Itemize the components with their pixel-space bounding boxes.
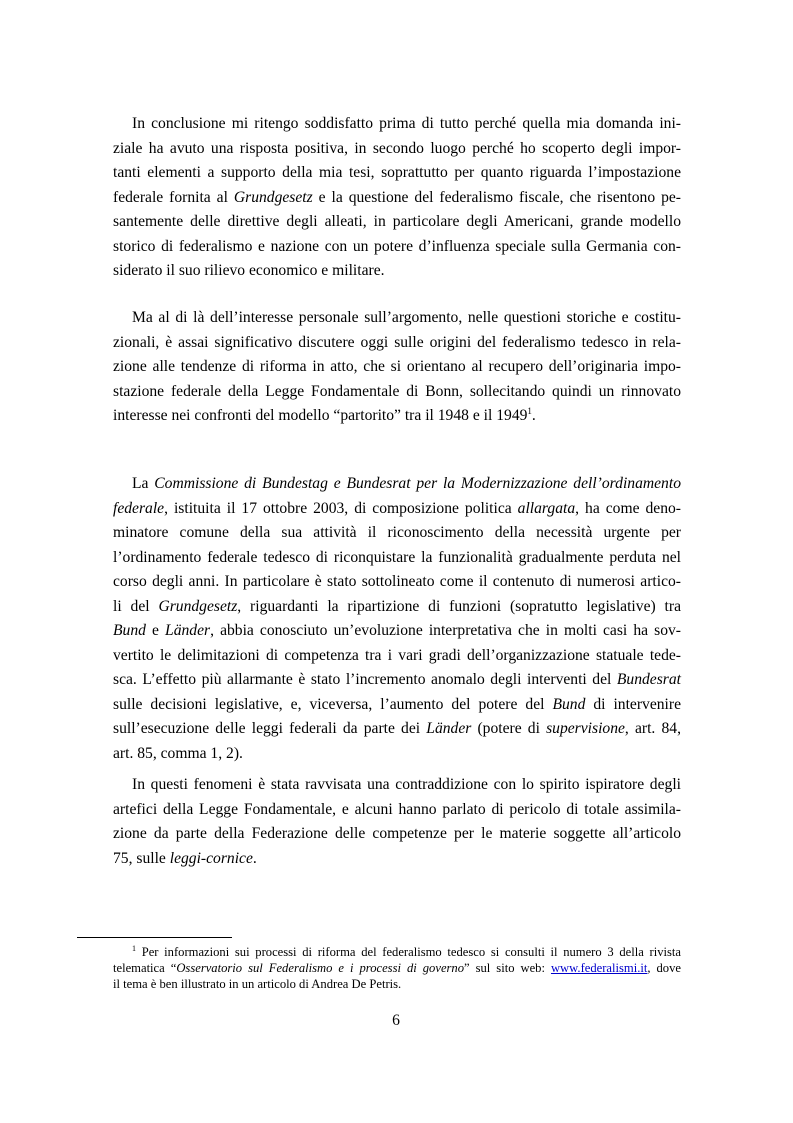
text-line	[113, 188, 681, 208]
text-run: (potere di	[471, 720, 547, 737]
text-line	[132, 308, 681, 328]
text-line	[113, 499, 681, 519]
text-line	[113, 261, 681, 281]
text-line	[113, 139, 681, 159]
italic-run: Länder	[426, 720, 472, 737]
text-line	[113, 333, 681, 353]
text-line	[113, 163, 681, 183]
text-run: vertito le delimitazioni di competenza tra i vari gradi dell’organizzazione statuale tede-	[113, 646, 681, 664]
text-line	[113, 670, 681, 690]
text-line	[132, 775, 681, 795]
text-run: zionali, è assai significativo discutere oggi sulle origini del federalismo tedesco in rela-	[113, 333, 681, 351]
italic-run: Bund	[552, 695, 586, 713]
text-run: , istituita il 17 ottobre 2003, di composizione politica	[164, 499, 518, 517]
text-run: sulle decisioni legislative, e, viceversa, l’aumento del potere del	[113, 695, 553, 713]
text-run: minatore comune della sua attività il riconoscimento della necessità urgente per	[113, 524, 681, 541]
website-link[interactable]: www.federalismi.it	[550, 961, 648, 975]
text-line	[113, 744, 681, 764]
italic-run: federale	[113, 499, 165, 517]
text-line	[113, 646, 681, 666]
italic-run: allargata	[517, 499, 576, 517]
text-run: , riguardanti la ripartizione di funzioni (sopratutto legislative) tra	[237, 597, 681, 615]
text-line	[113, 719, 681, 739]
italic-run: Commissione di Bundestag e Bundesrat per la Modernizzazione dell’ordinamento	[154, 475, 681, 492]
text-run: siderato il suo rilievo economico e militare.	[113, 262, 385, 279]
text-run: telematica “	[113, 961, 177, 975]
text-line	[132, 114, 681, 134]
footnote-line	[132, 944, 681, 960]
text-run: .	[252, 849, 257, 867]
text-line	[113, 695, 681, 715]
text-run: 75, sulle	[113, 849, 170, 867]
text-run: , ha come deno-	[575, 499, 681, 517]
text-run: e	[145, 622, 166, 639]
text-run: e la questione del federalismo fiscale, che risentono pe-	[312, 188, 681, 206]
text-run: santemente delle direttive degli alleati, in particolare degli Americani, grande modello	[113, 213, 681, 230]
footnote-reference[interactable]: 1	[527, 406, 532, 416]
text-run: La	[132, 475, 155, 492]
text-run: art. 85, comma 1, 2).	[113, 744, 243, 762]
text-run: stazione federale della Legge Fondamentale di Bonn, sollecitando quindi un rinnovato	[113, 382, 681, 400]
text-run: federale fornita al	[113, 188, 234, 206]
footnote-line	[113, 960, 681, 976]
text-run: l’ordinamento federale tedesco di riconquistare la funzionalità gradualmente perduta nel	[113, 548, 681, 566]
text-line	[113, 824, 681, 844]
text-line	[113, 548, 681, 568]
text-run: ziale ha avuto una risposta positiva, in secondo luogo perché ho scoperto degli impor-	[113, 139, 681, 157]
text-line	[113, 382, 681, 402]
footnote-line	[113, 976, 681, 992]
text-run: tanti elementi a supporto della mia tesi, soprattutto per quanto riguarda l’impostazione	[113, 164, 681, 181]
text-line	[113, 621, 681, 641]
text-run: In questi fenomeni è stata ravvisata una contraddizione con lo spirito ispiratore degli	[132, 776, 681, 793]
text-run: zione alle tendenze di riforma in atto, che si orientano al recupero dell’originaria impo-	[113, 358, 681, 375]
text-line	[113, 800, 681, 820]
text-run: sull’esecuzione delle leggi federali da parte dei	[113, 720, 427, 737]
text-run: sca. L’effetto più allarmante è stato l’incremento anomalo degli interventi del	[113, 671, 617, 688]
text-run: Per informazioni sui processi di riforma del federalismo tedesco si consulti il numero 3 della rivista	[136, 945, 681, 959]
italic-run: Grundgesetz	[233, 188, 313, 206]
text-run: , art. 84,	[624, 720, 681, 737]
text-line	[113, 406, 681, 426]
italic-run: supervisione	[546, 720, 625, 737]
italic-run: Bund	[113, 622, 146, 639]
text-line	[113, 597, 681, 617]
text-line	[113, 212, 681, 232]
text-run: li del	[113, 597, 159, 615]
italic-run: Länder	[165, 622, 211, 639]
text-run: di intervenire	[585, 695, 682, 713]
text-run: ” sul sito web:	[464, 961, 551, 975]
italic-run: Osservatorio sul Federalismo e i processi di governo	[176, 961, 465, 975]
text-run: corso degli anni. In particolare è stato sottolineato come il contenuto di numerosi artico-	[113, 573, 681, 590]
text-line	[113, 237, 681, 257]
text-run: .	[531, 407, 536, 424]
italic-run: Bundesrat	[616, 671, 681, 688]
text-run: zione da parte della Federazione delle competenze per le materie soggette all’articolo	[113, 825, 681, 842]
text-line	[132, 474, 681, 494]
footnote-number: 1	[132, 944, 136, 953]
text-run: storico di federalismo e nazione con un potere d’influenza speciale sulla Germania con-	[113, 237, 681, 255]
text-run: Ma al di là dell’interesse personale sull’argomento, nelle questioni storiche e costitu-	[132, 309, 681, 326]
text-run: , dove	[647, 961, 681, 975]
text-line	[113, 523, 681, 543]
text-line	[113, 572, 681, 592]
text-run: In conclusione mi ritengo soddisfatto prima di tutto perché quella mia domanda ini-	[132, 115, 681, 132]
text-run: il tema è ben illustrato in un articolo di Andrea De Petris.	[113, 977, 402, 991]
page-number: 6	[392, 1012, 400, 1029]
italic-run: leggi-cornice	[169, 849, 253, 867]
text-run: , abbia conosciuto un’evoluzione interpretativa che in molti casi ha sov-	[210, 622, 681, 639]
italic-run: Grundgesetz	[158, 597, 238, 615]
text-run: interesse nei confronti del modello “partorito” tra il 1948 e il 1949	[113, 407, 528, 424]
footnote-separator	[77, 937, 232, 938]
text-line	[113, 357, 681, 377]
text-line	[113, 849, 681, 869]
text-run: artefici della Legge Fondamentale, e alcuni hanno parlato di pericolo di totale assimila-	[113, 800, 681, 818]
